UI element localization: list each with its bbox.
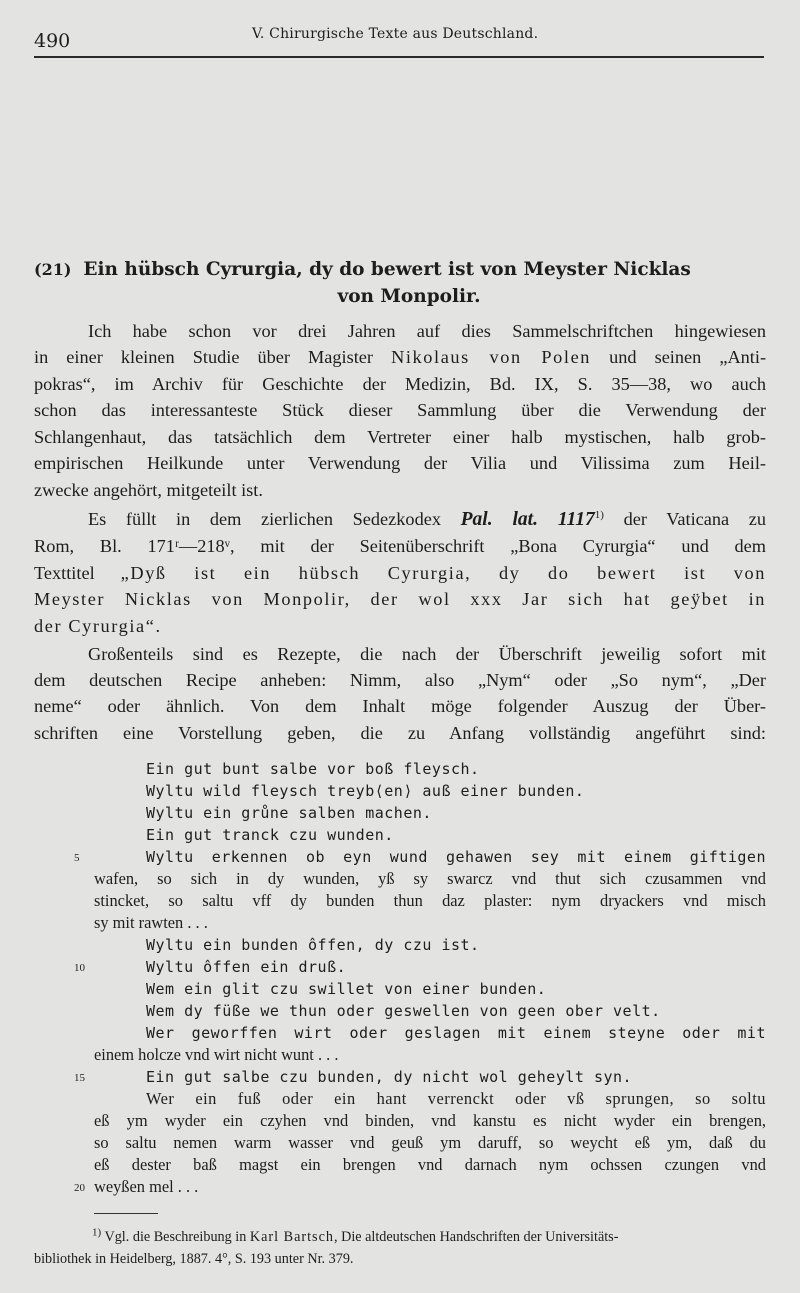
excerpt-line: eß dester baß magst ein brengen vnd darnach nym ochssen czungen vnd [94, 1155, 766, 1174]
footnote-line1 [34, 1226, 766, 1248]
para1-line: Ich habe schon vor drei Jahren auf dies Sammelschriftchen hingewiesen [88, 321, 766, 341]
footnote-rule [94, 1213, 158, 1214]
para1-line2-start: in einer kleinen Studie über Magister [34, 347, 373, 367]
footnote-text-a: Vgl. die Beschreibung in [104, 1229, 247, 1245]
section-title [34, 256, 764, 310]
line-number: 20 [74, 1182, 85, 1194]
para2-line1-start: Es füllt in dem zierlichen Sedezkodex [88, 509, 441, 529]
line-number: 5 [74, 852, 80, 864]
para1-line2-end: und seinen „Anti- [609, 347, 767, 367]
para3-line: dem deutschen Recipe anheben: Nimm, also „Nym“ oder „So nym“, „Der [34, 670, 766, 690]
para1-line: schon das interessanteste Stück dieser Sammlung über die Verwendung der [34, 400, 766, 420]
excerpt-line: Wem ein glit czu swillet von einer bunden. [146, 980, 547, 998]
excerpt-line: Ein gut tranck czu wunden. [146, 826, 394, 844]
excerpt-line: Ein gut bunt salbe vor boß fleysch. [146, 760, 480, 778]
section-title-line1: Ein hübsch Cyrurgia, dy do bewert ist von Meyster Nicklas [83, 259, 691, 280]
section-title-line2: von Monpolir. [337, 286, 481, 307]
excerpt-line: Wer geworffen wirt oder geslagen mit einem steyne oder mit [146, 1024, 766, 1042]
excerpt-line: Wyltu erkennen ob eyn wund gehawen sey mit einem giftigen [146, 848, 766, 866]
header-rule [34, 56, 764, 58]
section-number: (21) [34, 260, 72, 279]
para3-line: neme“ oder ähnlich. Von dem Inhalt möge folgender Auszug der Über- [34, 696, 766, 716]
excerpt-line: einem holcze vnd wirt nicht wunt . . . [94, 1045, 339, 1064]
footnote-line2: bibliothek in Heidelberg, 1887. 4°, S. 193 unter Nr. 379. [34, 1251, 354, 1267]
shelfmark: Pal. lat. 1117 [460, 509, 595, 530]
para1-line: zwecke angehört, mitgeteilt ist. [34, 480, 263, 500]
excerpt-line: Wyltu ôffen ein druß. [146, 958, 347, 976]
excerpt-line: wafen, so sich in dy wunden, yß sy swarcz vnd thut sich czusammen vnd [94, 869, 766, 888]
title-quote: „Dyß ist ein hübsch Cyrurgia, dy do bewert ist von [120, 563, 766, 583]
name-nikolaus: Nikolaus von Polen [391, 347, 592, 367]
para1-line: pokras“, im Archiv für Geschichte der Medizin, Bd. IX, S. 35—38, wo auch [34, 374, 766, 394]
para2-line3-start: Texttitel [34, 563, 95, 583]
excerpt-line: stincket, so saltu vff dy bunden thun daz plaster: nym dryackers vnd misch [94, 891, 766, 910]
excerpt-line: Ein gut salbe czu bunden, dy nicht wol geheylt syn. [146, 1068, 633, 1086]
running-head [34, 22, 764, 52]
excerpt-line: Wem dy füße we thun oder geswellen von geen ober velt. [146, 1002, 661, 1020]
running-title: V. Chirurgische Texte aus Deutschland. [252, 26, 539, 42]
excerpt-line: so saltu nemen warm wasser vnd geuß ym daruff, so weycht eß ym, daß du [94, 1133, 766, 1152]
footnote-ref: 1) [594, 508, 604, 521]
para2-line4: Meyster Nicklas von Monpolir, der wol xxx Jar sich hat geÿbet in [34, 589, 766, 609]
para1-line [34, 344, 766, 370]
para2-line2: Rom, Bl. 171ʳ—218ᵛ, mit der Seitenüberschrift „Bona Cyrurgia“ und dem [34, 536, 766, 556]
para1-line: empirischen Heilkunde unter Verwendung der Vilia und Vilissima zum Heil- [34, 453, 766, 473]
line-number: 15 [74, 1072, 85, 1084]
para2-line1 [34, 506, 766, 533]
excerpt-line: Wyltu ein bunden ôffen, dy czu ist. [146, 936, 480, 954]
para2-line5: der Cyrurgia“. [34, 616, 162, 636]
para2-line3 [34, 560, 766, 586]
excerpt-line: Wyltu wild fleysch treyb⟨en⟩ auß einer bunden. [146, 782, 585, 800]
footnote-text-b: , Die altdeutschen Handschriften der Universitäts- [333, 1229, 619, 1245]
excerpt-line: Wer ein fuß oder ein hant verrenckt oder vß sprungen, so soltu [146, 1089, 766, 1108]
line-number: 10 [74, 962, 85, 974]
excerpt-line: eß ym wyder ein czyhen vnd binden, vnd kanstu es nicht wyder ein brengen, [94, 1111, 766, 1130]
footnote-marker: 1) [92, 1226, 102, 1239]
para1-line: Schlangenhaut, das tatsächlich dem Vertreter einer halb mystischen, halb grob- [34, 427, 766, 447]
excerpt-line: Wyltu ein grůne salben machen. [146, 804, 432, 822]
para3-line: schriften eine Vorstellung geben, die zu Anfang vollständig angeführt sind: [34, 723, 766, 743]
footnote-author: Karl Bartsch [249, 1229, 334, 1245]
excerpt-line: weyßen mel . . . [94, 1177, 199, 1196]
page-number: 490 [34, 30, 71, 52]
para2-line1-end: der Vaticana zu [623, 509, 767, 529]
excerpt-line: sy mit rawten . . . [94, 913, 208, 932]
para3-line: Großenteils sind es Rezepte, die nach der Überschrift jeweilig sofort mit [88, 644, 766, 664]
